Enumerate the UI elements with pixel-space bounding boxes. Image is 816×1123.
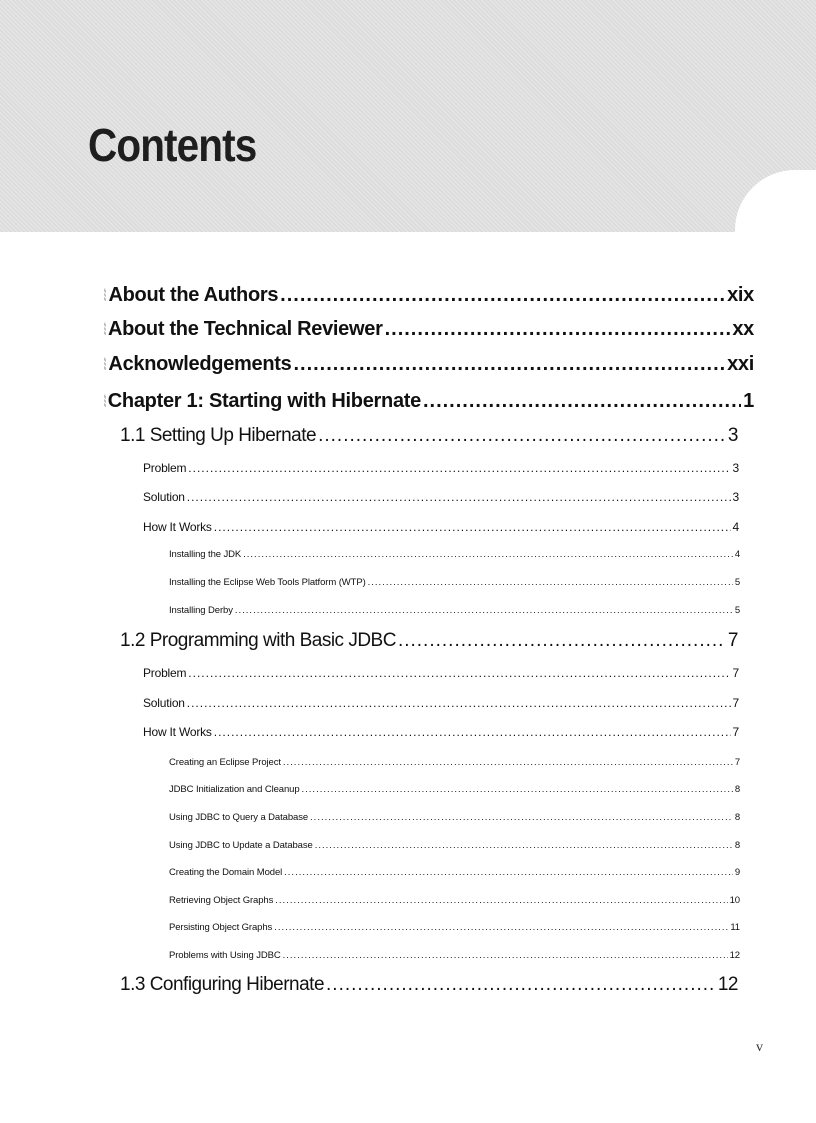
- toc-entry-label: Installing the Eclipse Web Tools Platform (WTP): [169, 577, 366, 588]
- header-banner: [0, 0, 816, 232]
- toc-entry-page: 7: [727, 630, 738, 651]
- toc-subitem[interactable]: [169, 605, 740, 616]
- toc-entry-page: xix: [727, 284, 754, 306]
- toc-item[interactable]: [143, 490, 739, 504]
- leader-dots: [423, 390, 741, 413]
- toc-entry-page: 4: [734, 549, 740, 560]
- leader-dots: [214, 520, 731, 534]
- toc-subitem[interactable]: [169, 867, 740, 878]
- toc-entry-page: 8: [734, 812, 740, 823]
- toc-entry-label: Installing the JDK: [169, 549, 242, 560]
- bullet-marker-icon: [104, 394, 106, 407]
- toc-entry-chapter-1[interactable]: [104, 390, 754, 413]
- leader-dots: [326, 974, 716, 996]
- toc-item[interactable]: [143, 520, 739, 534]
- leader-dots: [275, 895, 727, 906]
- toc-entry-about-reviewer[interactable]: [104, 318, 754, 341]
- leader-dots: [243, 549, 733, 560]
- leader-dots: [283, 950, 728, 961]
- toc-entry-label: Using JDBC to Update a Database: [169, 840, 313, 851]
- leader-dots: [235, 605, 733, 616]
- toc-entry-page: 9: [734, 867, 740, 878]
- toc-item[interactable]: [143, 725, 739, 739]
- toc-entry-page: 3: [732, 490, 739, 504]
- toc-entry-page: 7: [732, 666, 739, 680]
- toc-subitem[interactable]: [169, 950, 740, 961]
- toc-entry-label: Creating the Domain Model: [169, 867, 283, 878]
- toc-entry-acknowledgements[interactable]: [104, 353, 754, 376]
- toc-entry-page: 1: [743, 390, 754, 412]
- toc-entry-page: 8: [734, 784, 740, 795]
- leader-dots: [214, 725, 731, 739]
- toc-entry-page: xx: [732, 318, 754, 340]
- toc-entry-label: Persisting Object Graphs: [169, 922, 273, 933]
- toc-entry-label: Chapter 1: Starting with Hibernate: [107, 390, 421, 412]
- toc-entry-label: Using JDBC to Query a Database: [169, 812, 309, 823]
- bullet-marker-icon: [104, 357, 106, 370]
- leader-dots: [293, 353, 725, 376]
- bullet-marker-icon: [104, 288, 106, 301]
- toc-section-1-1[interactable]: [120, 425, 738, 447]
- toc-item[interactable]: [143, 461, 739, 475]
- leader-dots: [368, 577, 733, 588]
- toc-entry-page: 3: [732, 461, 739, 475]
- toc-entry-label: How It Works: [143, 520, 212, 534]
- toc-subitem[interactable]: [169, 812, 740, 823]
- leader-dots: [187, 490, 731, 504]
- page-title: Contents: [88, 119, 257, 171]
- toc-entry-label: Solution: [143, 490, 185, 504]
- toc-subitem[interactable]: [169, 840, 740, 851]
- toc-entry-label: JDBC Initialization and Cleanup: [169, 784, 300, 795]
- toc-entry-label: Solution: [143, 696, 185, 710]
- toc-entry-label: Acknowledgements: [108, 353, 292, 375]
- toc-entry-label: 1.3 Configuring Hibernate: [120, 974, 325, 995]
- toc-entry-label: About the Authors: [108, 284, 279, 306]
- toc-entry-about-authors[interactable]: [104, 284, 754, 307]
- toc-entry-page: 10: [729, 895, 740, 906]
- toc-entry-label: Creating an Eclipse Project: [169, 757, 281, 768]
- bullet-marker-icon: [104, 322, 106, 335]
- toc-section-1-3[interactable]: [120, 974, 738, 996]
- toc-entry-page: 3: [727, 425, 738, 446]
- toc-entry-page: 7: [732, 725, 739, 739]
- leader-dots: [385, 318, 731, 341]
- leader-dots: [302, 784, 733, 795]
- toc-subitem[interactable]: [169, 784, 740, 795]
- toc-entry-label: Installing Derby: [169, 605, 233, 616]
- toc-subitem[interactable]: [169, 922, 740, 933]
- toc-entry-page: 4: [732, 520, 739, 534]
- toc-entry-label: Problem: [143, 666, 187, 680]
- toc-subitem[interactable]: [169, 895, 740, 906]
- leader-dots: [188, 666, 730, 680]
- toc-section-1-2[interactable]: [120, 630, 738, 652]
- toc-entry-page: 5: [734, 605, 740, 616]
- page-number: v: [756, 1040, 763, 1055]
- leader-dots: [315, 840, 733, 851]
- leader-dots: [188, 461, 730, 475]
- toc-entry-page: 12: [729, 950, 740, 961]
- leader-dots: [274, 922, 728, 933]
- leader-dots: [187, 696, 731, 710]
- leader-dots: [280, 284, 725, 307]
- toc-entry-label: Problem: [143, 461, 187, 475]
- toc-entry-label: Problems with Using JDBC: [169, 950, 281, 961]
- toc-entry-label: How It Works: [143, 725, 212, 739]
- toc-entry-page: 7: [732, 696, 739, 710]
- toc-entry-label: 1.1 Setting Up Hibernate: [120, 425, 317, 446]
- toc-entry-page: 11: [730, 922, 740, 933]
- toc-entry-page: 12: [717, 974, 738, 995]
- leader-dots: [318, 425, 726, 447]
- toc-subitem[interactable]: [169, 577, 740, 588]
- toc-subitem[interactable]: [169, 549, 740, 560]
- toc-entry-page: 8: [734, 840, 740, 851]
- toc-entry-label: Retrieving Object Graphs: [169, 895, 274, 906]
- toc-item[interactable]: [143, 666, 739, 680]
- toc-entry-page: 7: [734, 757, 740, 768]
- toc-item[interactable]: [143, 696, 739, 710]
- leader-dots: [398, 630, 726, 652]
- toc-subitem[interactable]: [169, 757, 740, 768]
- toc-entry-label: 1.2 Programming with Basic JDBC: [120, 630, 396, 651]
- toc-entry-label: About the Technical Reviewer: [107, 318, 383, 340]
- leader-dots: [284, 867, 733, 878]
- leader-dots: [310, 812, 733, 823]
- toc-entry-page: xxi: [727, 353, 754, 375]
- toc-entry-page: 5: [734, 577, 740, 588]
- leader-dots: [283, 757, 733, 768]
